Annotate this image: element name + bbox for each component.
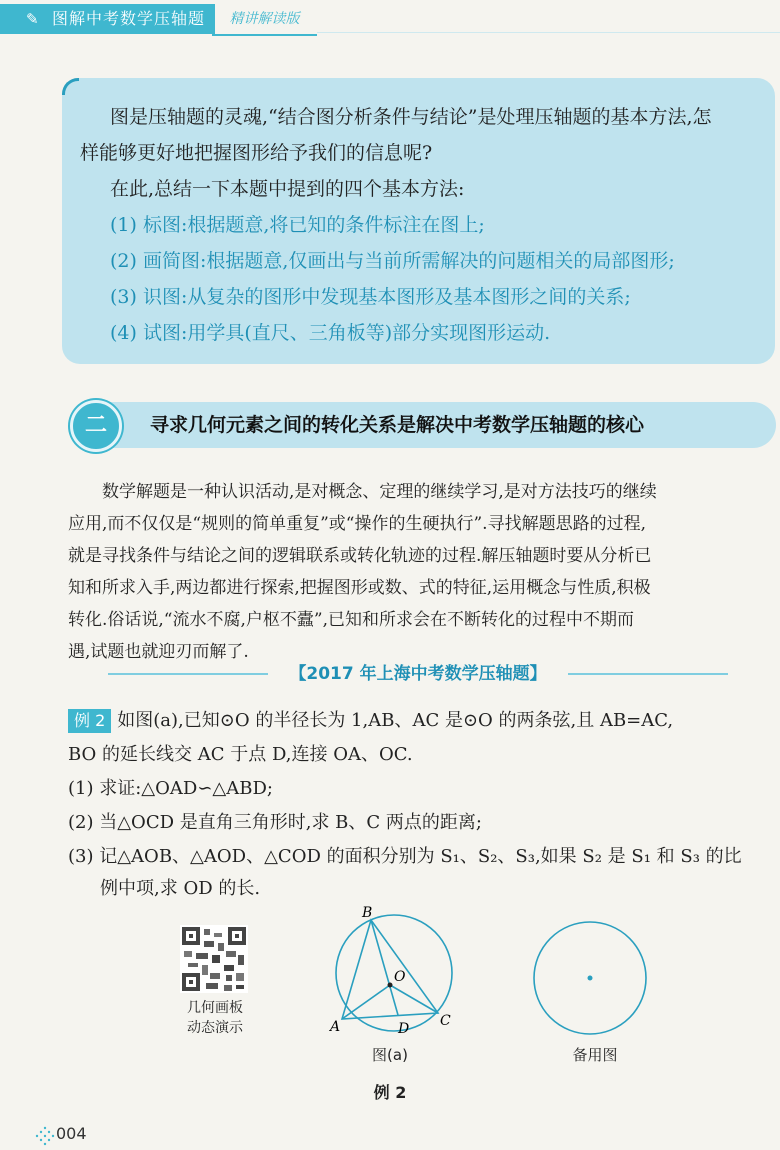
spare-figure-caption: 备用图 [572,1046,618,1064]
paragraph-line: 遇,试题也就迎刃而解了. [68,642,249,662]
pen-icon: ✎ [26,10,39,28]
figure-a [320,905,470,1045]
summary-line: 图是压轴题的灵魂,“结合图分析条件与结论”是处理压轴题的基本方法,怎 [110,106,712,128]
point-o [388,983,393,988]
paragraph-line: 就是寻找条件与结论之间的逻辑联系或转化轨迹的过程.解压轴题时要从分析已 [68,546,652,566]
summary-line: 样能够更好地把握图形给予我们的信息呢? [80,142,433,164]
label-d: D [398,1021,410,1037]
example-caption: 例 2 [373,1083,407,1102]
example-tag: 例 2 [68,709,111,733]
summary-box [62,78,775,364]
qr-caption-line1: 几何画板 [187,1000,243,1016]
header-rule [317,32,780,33]
question-3-cont: 例中项,求 OD 的长. [100,878,261,899]
label-c: C [440,1013,451,1029]
label-o: O [394,969,406,985]
method-item: (2) 画简图:根据题意,仅画出与当前所需解决的问题相关的局部图形; [110,250,675,272]
problem-stem-text: 如图(a),已知⊙O 的半径长为 1,AB、AC 是⊙O 的两条弦,且 AB=AC, [117,710,674,731]
section-title: 寻求几何元素之间的转化关系是解决中考数学压轴题的核心 [150,414,645,436]
question-1: (1) 求证:△OAD∽△ABD; [68,778,273,799]
method-item: (4) 试图:用学具(直尺、三角板等)部分实现图形运动. [110,322,551,344]
header-bar [0,4,215,34]
question-2: (2) 当△OCD 是直角三角形时,求 B、C 两点的距离; [68,812,482,833]
qr-caption-line2: 动态演示 [187,1020,243,1036]
summary-line: 在此,总结一下本题中提到的四个基本方法: [110,178,465,200]
figure-a-caption: 图(a) [372,1046,408,1064]
problem-stem-cont: BO 的延长线交 AC 于点 D,连接 OA、OC. [68,744,413,765]
paragraph-line: 数学解题是一种认识活动,是对概念、定理的继续学习,是对方法技巧的继续 [102,482,657,502]
label-a: A [330,1019,341,1035]
edition-tab: 精讲解读版 [212,4,317,36]
page-header [0,0,780,42]
problem-stem [68,706,673,736]
label-b: B [362,905,373,921]
page-number: 004 [56,1124,87,1143]
section-heading [70,402,776,448]
section-number: 二 [70,400,122,452]
summary-corner-accent [62,78,79,95]
qr-code-icon[interactable] [180,925,248,993]
paragraph-line: 知和所求入手,两边都进行探索,把握图形或数、式的特征,运用概念与性质,积极 [68,578,651,598]
segment-bd [371,920,398,1015]
paragraph-line: 应用,而不仅仅是“规则的简单重复”或“操作的生硬执行”.寻找解题思路的过程, [68,514,646,534]
spare-figure [525,920,655,1050]
method-item: (1) 标图:根据题意,将已知的条件标注在图上; [110,214,485,236]
body-paragraph [68,476,758,668]
book-title: 图解中考数学压轴题 [52,9,206,28]
segment-oa [342,985,390,1019]
method-item: (3) 识图:从复杂的图形中发现基本图形及基本图形之间的关系; [110,286,631,308]
segment-oc [390,985,438,1013]
question-3: (3) 记△AOB、△AOD、△COD 的面积分别为 S₁、S₂、S₃,如果 S₂ 是 S₁ 和 S₃ 的比 [68,846,742,867]
paragraph-line: 转化.俗话说,“流水不腐,户枢不蠹”,已知和所求会在不断转化的过程中不期而 [68,610,634,630]
exam-banner: 【2017 年上海中考数学压轴题】 [268,658,568,690]
spare-center-point [588,976,593,981]
